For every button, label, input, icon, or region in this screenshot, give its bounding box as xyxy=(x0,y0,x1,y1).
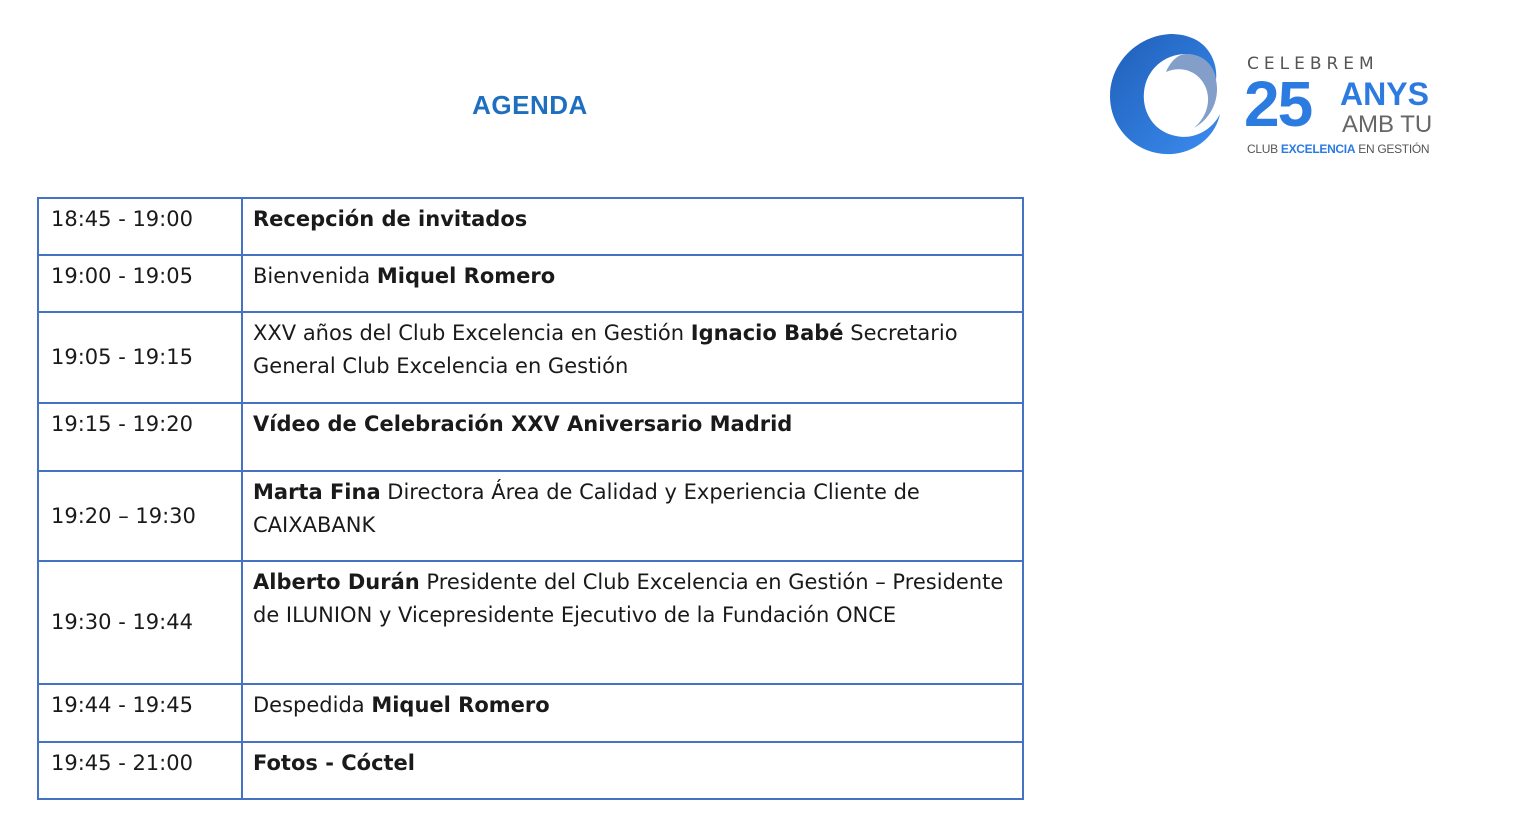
agenda-table xyxy=(37,197,1024,800)
time-cell: 19:44 - 19:45 xyxy=(38,684,242,742)
logo-amb-tu-text: AMB TU xyxy=(1342,111,1433,138)
time-cell: 19:05 - 19:15 xyxy=(38,312,242,403)
time-cell: 19:15 - 19:20 xyxy=(38,403,242,471)
table-row xyxy=(38,403,1023,471)
table-row xyxy=(38,312,1023,403)
logo-celebrem-text: CELEBREM xyxy=(1247,54,1379,74)
logo-number: 25 xyxy=(1244,68,1312,140)
description-cell: Vídeo de Celebración XXV Aniversario Madrid xyxy=(242,403,1023,471)
description-cell: Fotos - Cóctel xyxy=(242,742,1023,799)
logo-club-text: CLUB EXCELENCIA EN GESTIÓN xyxy=(1247,142,1430,156)
page-title: AGENDA xyxy=(472,90,588,120)
table-row xyxy=(38,742,1023,799)
time-cell: 19:20 – 19:30 xyxy=(38,471,242,561)
table-row xyxy=(38,255,1023,312)
table-row xyxy=(38,684,1023,742)
description-cell: XXV años del Club Excelencia en Gestión Ignacio Babé Secretario General Club Excelencia en Gestión xyxy=(242,312,1023,403)
time-cell: 19:00 - 19:05 xyxy=(38,255,242,312)
anniversary-logo xyxy=(1108,32,1448,162)
logo-anys-text: ANYS xyxy=(1340,76,1429,112)
table-row xyxy=(38,198,1023,255)
wave-emblem-icon xyxy=(1108,32,1238,162)
description-cell: Despedida Miquel Romero xyxy=(242,684,1023,742)
table-row xyxy=(38,561,1023,684)
time-cell: 19:30 - 19:44 xyxy=(38,561,242,684)
description-cell: Alberto Durán Presidente del Club Excelencia en Gestión – Presidente de ILUNION y Vicepresidente Ejecutivo de la Fundación ONCE xyxy=(242,561,1023,684)
time-cell: 18:45 - 19:00 xyxy=(38,198,242,255)
table-row xyxy=(38,471,1023,561)
time-cell: 19:45 - 21:00 xyxy=(38,742,242,799)
description-cell: Bienvenida Miquel Romero xyxy=(242,255,1023,312)
description-cell: Marta Fina Directora Área de Calidad y Experiencia Cliente de CAIXABANK xyxy=(242,471,1023,561)
description-cell: Recepción de invitados xyxy=(242,198,1023,255)
